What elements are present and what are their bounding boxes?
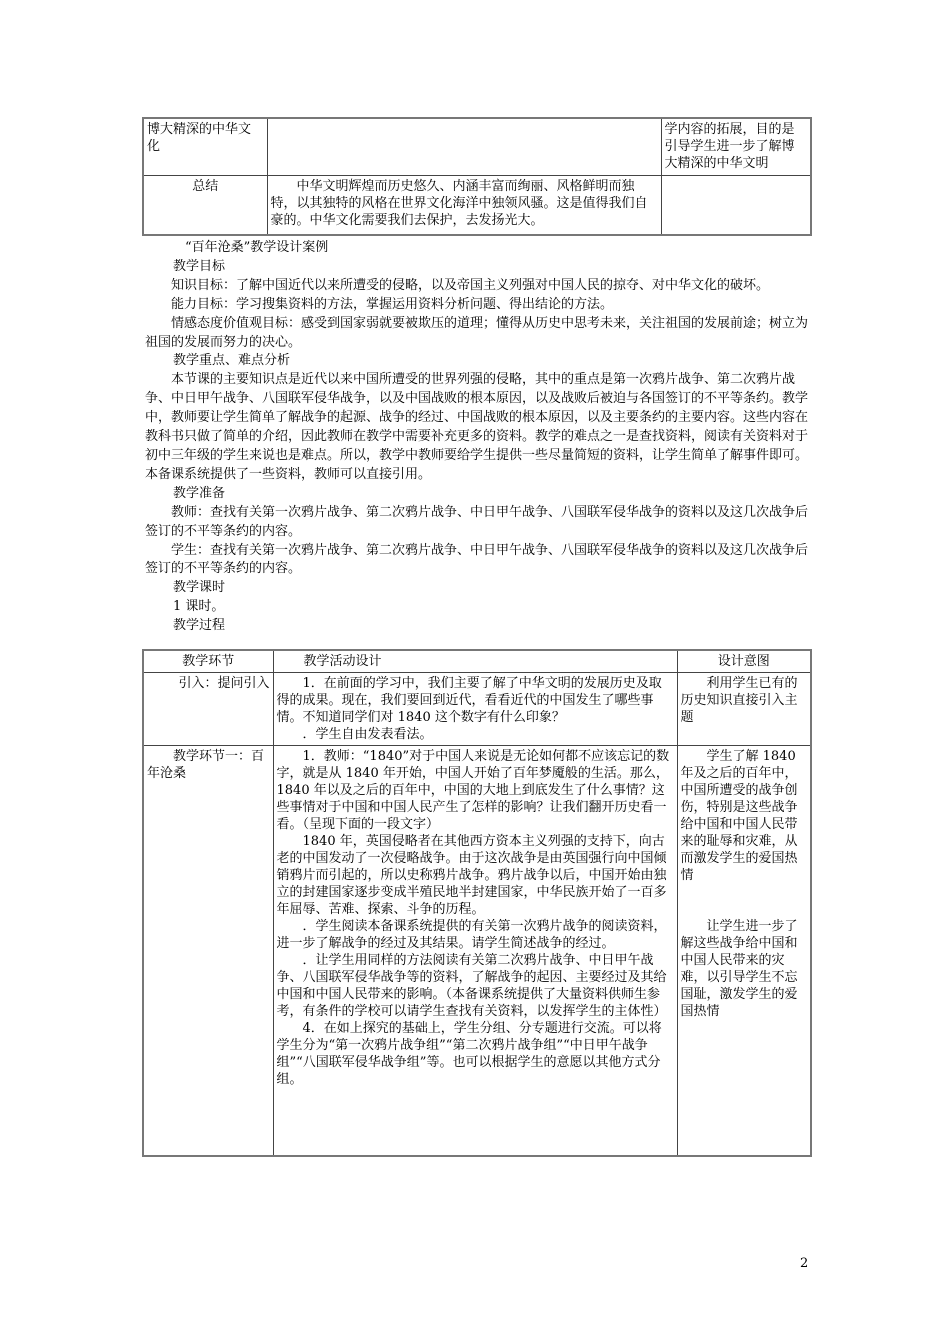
top-table (142, 117, 812, 236)
key-points-text: 本节课的主要知识点是近代以来中国所遭受的世界列强的侵略，其中的重点是第一次鸦片战争、第二次鸦片战争、中日甲午战争、八国联军侵华战争，以及中国战败的根本原因，以及战败后被迫与各国签订的不平等条约。教学中，教师要让学生简单了解战争的起源、战争的经过、中国战败的根本原因，以及主要条约的主要内容。这些内容在教科书只做了简单的介绍，因此教师在教学中需要补充更多的资料。教学的难点之一是查找资料，阅读有关资料对于初中三年级的学生来说也是难点。所以，教学中教师要给学生提供一些尽量简短的资料，让学生简单了解事件即可。本备课系统提供了一些资料，教师可以直接引用。 (145, 372, 809, 482)
summary-intent (661, 175, 811, 235)
lesson-plan-body (145, 239, 810, 636)
heading-key-points: 教学重点、难点分析 (173, 353, 291, 369)
emotion-goal: 情感态度价值观目标：感受到国家弱就要被欺压的道理；懂得从历史中思考未来，关注祖国的发展前途；树立为祖国的发展而努力的决心。 (145, 315, 809, 350)
table-row (143, 673, 811, 746)
summary-text: 中华文明辉煌而历史悠久、内涵丰富而绚丽、风格鲜明而独特，以其独特的风格在世界文化海洋中独领风骚。这是值得我们自豪的。中华文化需要我们去保护，去发扬光大。 (267, 175, 661, 235)
hours-value: 1 课时。 (173, 599, 225, 615)
stage1-paragraph-2: 1840 年，英国侵略者在其他西方资本主义列强的支持下，向古老的中国发动了一次侵略战争。由于这次战争是由英国强行向中国倾销鸦片而引起的，所以史称鸦片战争。鸦片战争以后，中国开始由独立的封建国家逐步变成半殖民地半封建国家，中华民族开始了一百多年屈辱、苦难、探索、斗争的历程。 (276, 834, 667, 917)
table-row (143, 746, 811, 1156)
row-intent: 学内容的拓展，目的是引导学生进一步了解博大精深的中华文明 (661, 118, 811, 175)
table-row (143, 118, 811, 175)
stage1-label: 教学环节一：百年沧桑 (143, 746, 273, 1156)
header-activity: 教学活动设计 (273, 650, 677, 673)
process-table (142, 649, 812, 1157)
intent-spacer (681, 884, 808, 918)
heading-hours: 教学课时 (173, 580, 226, 596)
table-row (143, 175, 811, 235)
stage1-activity (273, 746, 677, 1156)
intro-stage: 引入：提问引入 (143, 673, 273, 746)
stage1-paragraph-5: 4．在如上探究的基础上，学生分组、分专题进行交流。可以将学生分为“第一次鸦片战争组”“第二次鸦片战争组”“中日甲午战争组”“八国联军侵华战争组”等。也可以根据学生的意愿以其他方式分组。 (276, 1021, 662, 1087)
section-title: “百年沧桑”教学设计案例 (185, 240, 329, 255)
intro-activity-1: 1．在前面的学习中，我们主要了解了中华文明的发展历史及取得的成果。现在，我们要回到近代，看看近代的中国发生了哪些事情。不知道同学们对 1840 这个数字有什么印象？ (276, 676, 662, 725)
knowledge-goal: 知识目标：了解中国近代以来所遭受的侵略，以及帝国主义列强对中国人民的掠夺、对中华文化的破坏。 (171, 277, 770, 293)
summary-label: 总结 (143, 175, 267, 235)
heading-preparation: 教学准备 (173, 485, 226, 501)
page-number: 2 (800, 1256, 809, 1271)
stage1-intent (677, 746, 811, 1156)
table-header-row (143, 650, 811, 673)
intro-activity (273, 673, 677, 746)
row-topic: 博大精深的中华文化 (143, 118, 267, 175)
header-stage: 教学环节 (143, 650, 273, 673)
student-preparation: 学生：查找有关第一次鸦片战争、第二次鸦片战争、中日甲午战争、八国联军侵华战争的资料以及这几次战争后签订的不平等条约的内容。 (145, 542, 809, 577)
intro-intent: 利用学生已有的历史知识直接引入主题 (677, 673, 811, 746)
stage1-paragraph-1: 1．教师：“1840”对于中国人来说是无论如何都不应该忘记的数字，就是从 1840 年开始，中国人开始了百年梦魇般的生活。那么，1840 年以及之后的百年中，中国的大地上到底发生了什么事情？这些事情对于中国和中国人民产生了怎样的影响？让我们翻开历史看一看。（呈现下面的一段文字） (276, 749, 670, 832)
teacher-preparation: 教师：查找有关第一次鸦片战争、第二次鸦片战争、中日甲午战争、八国联军侵华战争的资料以及这几次战争后签订的不平等条约的内容。 (145, 504, 809, 539)
row-activity (267, 118, 661, 175)
stage1-intent-1: 学生了解 1840 年及之后的百年中，中国所遭受的战争创伤，特别是这些战争给中国和中国人民带来的耻辱和灾难，从而激发学生的爱国热情 (680, 749, 798, 883)
heading-goal: 教学目标 (173, 258, 226, 274)
heading-process: 教学过程 (173, 618, 226, 634)
intro-activity-2: ．学生自由发表看法。 (302, 727, 433, 742)
stage1-intent-2: 让学生进一步了解这些战争给中国和中国人民带来的灾难，以引导学生不忘国耻，激发学生的爱国热情 (680, 919, 798, 1019)
ability-goal: 能力目标：学习搜集资料的方法，掌握运用资料分析问题、得出结论的方法。 (171, 296, 614, 312)
header-intent: 设计意图 (677, 650, 811, 673)
stage1-paragraph-3: ．学生阅读本备课系统提供的有关第一次鸦片战争的阅读资料，进一步了解战争的经过及其结果。请学生简述战争的经过。 (276, 919, 667, 951)
stage1-paragraph-4: ．让学生用同样的方法阅读有关第二次鸦片战争、中日甲午战争、八国联军侵华战争等的资料，了解战争的起因、主要经过及其给中国和中国人民带来的影响。（本备课系统提供了大量资料供师生参考，有条件的学校可以请学生查找有关资料，以发挥学生的主体性） (276, 953, 667, 1019)
